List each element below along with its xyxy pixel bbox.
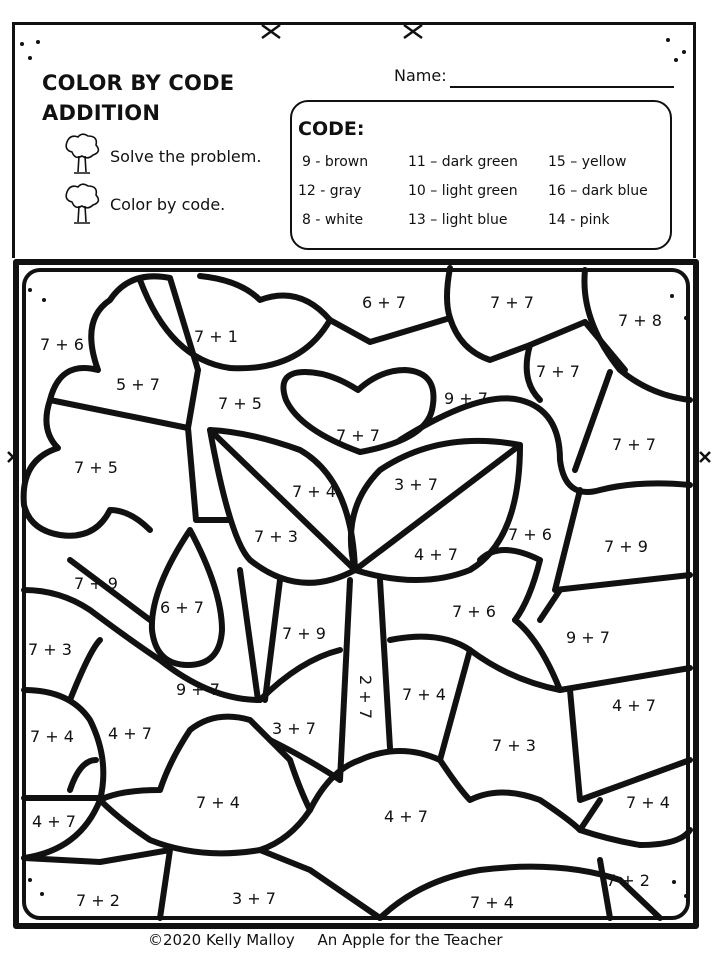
divider bbox=[584, 270, 690, 400]
problem: 4 + 7 bbox=[612, 696, 656, 715]
problem: 7 + 7 bbox=[536, 362, 580, 381]
problem: 5 + 7 bbox=[116, 375, 160, 394]
problem: 4 + 7 bbox=[108, 724, 152, 743]
problem: 7 + 9 bbox=[604, 537, 648, 556]
problem: 7 + 6 bbox=[452, 602, 496, 621]
divider bbox=[450, 318, 585, 360]
code-item: 13 – light blue bbox=[408, 212, 508, 228]
problem: 7 + 7 bbox=[612, 435, 656, 454]
divider bbox=[260, 850, 380, 918]
top-bowl bbox=[140, 276, 330, 368]
divider bbox=[70, 640, 100, 700]
problem: 7 + 7 bbox=[490, 293, 534, 312]
stem-right bbox=[380, 580, 390, 748]
code-item: 11 – dark green bbox=[408, 154, 518, 170]
stem-left bbox=[340, 580, 350, 780]
divider bbox=[540, 590, 560, 620]
title-line-2: ADDITION bbox=[42, 101, 161, 125]
problem: 7 + 8 bbox=[618, 311, 662, 330]
problem: 7 + 1 bbox=[194, 327, 238, 346]
problem: 7 + 5 bbox=[74, 458, 118, 477]
problem: 9 + 7 bbox=[444, 389, 488, 408]
problem: 7 + 3 bbox=[254, 527, 298, 546]
divider bbox=[188, 370, 198, 428]
cloud-bottom-left bbox=[24, 690, 310, 858]
name-label: Name: bbox=[394, 66, 447, 85]
divider bbox=[270, 740, 340, 780]
problem: 7 + 9 bbox=[282, 624, 326, 643]
problem: 7 + 7 bbox=[336, 426, 380, 445]
footer bbox=[148, 931, 521, 949]
problem: 7 + 2 bbox=[606, 871, 650, 890]
problem: 7 + 4 bbox=[196, 793, 240, 812]
divider bbox=[447, 268, 450, 318]
problem: 7 + 2 bbox=[76, 891, 120, 910]
divider bbox=[330, 318, 450, 342]
problem: 7 + 6 bbox=[508, 525, 552, 544]
problem: 3 + 7 bbox=[394, 475, 438, 494]
code-item: 12 - gray bbox=[298, 183, 362, 199]
divider bbox=[440, 650, 470, 760]
problem: 7 + 4 bbox=[626, 793, 670, 812]
code-item: 9 - brown bbox=[302, 154, 369, 170]
problem: 7 + 6 bbox=[40, 335, 84, 354]
code-item: 8 - white bbox=[302, 212, 364, 228]
cloud-top bbox=[110, 276, 198, 370]
problem: 7 + 3 bbox=[492, 736, 536, 755]
problem: 9 + 7 bbox=[176, 680, 220, 699]
step-color: Color by code. bbox=[110, 195, 226, 214]
code-item: 10 – light green bbox=[408, 183, 518, 199]
problem: 7 + 3 bbox=[28, 640, 72, 659]
problem: 7 + 4 bbox=[402, 685, 446, 704]
title-line-1: COLOR BY CODE bbox=[42, 71, 235, 95]
problem: 6 + 7 bbox=[160, 598, 204, 617]
problem: 3 + 7 bbox=[272, 719, 316, 738]
code-item: 14 - pink bbox=[548, 212, 610, 228]
problem: 7 + 4 bbox=[30, 727, 74, 746]
problem: 9 + 7 bbox=[566, 628, 610, 647]
code-item: 16 – dark blue bbox=[548, 183, 648, 199]
footer-copyright: ©2020 Kelly Malloy bbox=[148, 931, 295, 949]
problem: 6 + 7 bbox=[362, 293, 406, 312]
divider bbox=[240, 570, 258, 700]
divider bbox=[575, 372, 610, 470]
problem: 4 + 7 bbox=[384, 807, 428, 826]
problem: 7 + 5 bbox=[218, 394, 262, 413]
footer-brand: An Apple for the Teacher bbox=[317, 931, 503, 949]
problem: 2 + 7 bbox=[356, 675, 375, 719]
problem: 7 + 9 bbox=[74, 574, 118, 593]
problem: 3 + 7 bbox=[232, 889, 276, 908]
step-solve: Solve the problem. bbox=[110, 147, 262, 166]
problem: 7 + 4 bbox=[292, 482, 336, 501]
code-item: 15 – yellow bbox=[548, 154, 627, 170]
problem: 7 + 4 bbox=[470, 893, 514, 912]
divider bbox=[70, 760, 96, 790]
divider bbox=[580, 800, 600, 830]
code-title: CODE: bbox=[298, 118, 365, 140]
cloud-divider bbox=[50, 400, 188, 428]
problem: 4 + 7 bbox=[32, 812, 76, 831]
problem: 4 + 7 bbox=[414, 545, 458, 564]
